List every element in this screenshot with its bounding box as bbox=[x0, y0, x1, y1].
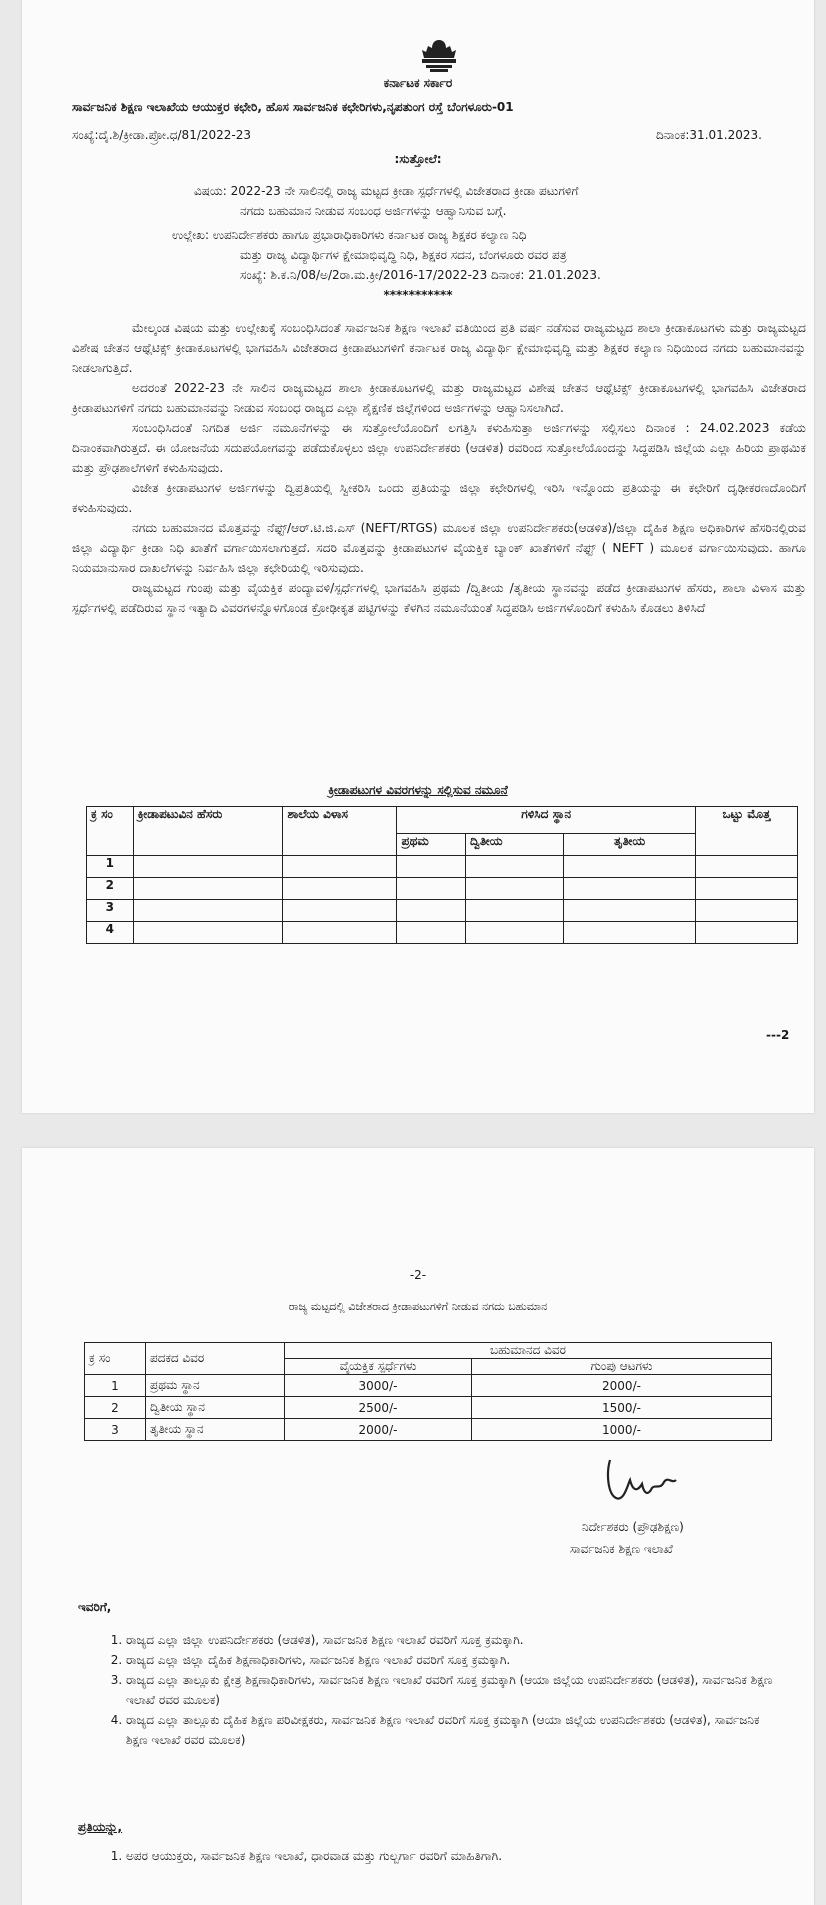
paragraph-2: ಅದರಂತೆ 2022-23 ನೇ ಸಾಲಿನ ರಾಜ್ಯಮಟ್ಟದ ಶಾಲಾ ಕ್ರೀಡಾಕೂಟಗಳಲ್ಲಿ ಮತ್ತು ರಾಜ್ಯಮಟ್ಟದ ವಿಶೇಷ ಚೇತನ ಆಥ್ಲೆಟಿಕ್ಸ್ ಕ್ರೀಡಾಕೂಟಗಳಲ್ಲಿ ಭಾಗವಹಿಸಿ ವಿಜೇತರಾದ ಕ್ರೀಡಾಪಟುಗಳಿಗೆ ನಗದು ಬಹುಮಾನವನ್ನು ನೀಡುವ ಸಂಬಂಧ ರಾಜ್ಯದ ಎಲ್ಲಾ ಶೈಕ್ಷಣಿಕ ಜಿಲ್ಲೆಗಳಿಂದ ಅರ್ಜಿಗಳನ್ನು ಆಹ್ವಾನಿಸಲಾಗಿದೆ. bbox=[72, 381, 806, 415]
paragraph-4: ವಿಜೇತ ಕ್ರೀಡಾಪಟುಗಳ ಅರ್ಜಿಗಳನ್ನು ದ್ವಿಪ್ರತಿಯಲ್ಲಿ ಸ್ವೀಕರಿಸಿ ಒಂದು ಪ್ರತಿಯನ್ನು ಜಿಲ್ಲಾ ಕಛೇರಿಗಳಲ್ಲಿ ಇರಿಸಿ ಇನ್ನೊಂದು ಪ್ರತಿಯನ್ನು ಈ ಕಛೇರಿಗೆ ದೃಢೀಕರಣದೊಂದಿಗೆ ಕಳುಹಿಸುವುದು. bbox=[72, 481, 806, 515]
row-number: 2 bbox=[87, 878, 134, 900]
blank-cell bbox=[564, 922, 696, 944]
blank-cell bbox=[397, 900, 466, 922]
signatory-title: ನಿರ್ದೇಶಕರು (ಪ್ರೌಢಶಿಕ್ಷಣ) bbox=[582, 1520, 684, 1534]
col-header-third: ತೃತೀಯ bbox=[564, 834, 696, 856]
document-page-1 bbox=[22, 0, 814, 1113]
row-medal: ತೃತೀಯ ಸ್ಥಾನ bbox=[146, 1419, 285, 1441]
blank-cell bbox=[564, 878, 696, 900]
circular-title: :ಸುತ್ತೋಲೆ: bbox=[394, 152, 442, 166]
prize-table-title: ರಾಜ್ಯ ಮಟ್ಟದಲ್ಲಿ ವಿಜೇತರಾದ ಕ್ರೀಡಾಪಟುಗಳಿಗೆ ನೀಡುವ ನಗದು ಬಹುಮಾನ bbox=[288, 1300, 548, 1313]
col-header-prize: ಬಹುಮಾನದ ವಿವರ bbox=[285, 1343, 772, 1359]
recipients-list bbox=[102, 1630, 782, 1750]
reference-line-3: ಸಂಖ್ಯೆ: ಶಿ.ಕ.ನಿ/08/ಅ/2ರಾ.ಮ.ಕ್ರೀ/2016-17/2022-23 ದಿನಾಂಕ: 21.01.2023. bbox=[240, 268, 601, 282]
col-header-school: ಶಾಲೆಯ ವಿಳಾಸ bbox=[283, 807, 397, 856]
government-name: ಕರ್ನಾಟಕ ಸರ್ಕಾರ bbox=[383, 76, 453, 90]
form-table-title: ಕ್ರೀಡಾಪಟುಗಳ ವಿವರಗಳನ್ನು ಸಲ್ಲಿಸುವ ನಮೂನೆ bbox=[328, 783, 508, 797]
blank-cell bbox=[564, 900, 696, 922]
blank-cell bbox=[397, 856, 466, 878]
row-sl: 1 bbox=[85, 1375, 146, 1397]
paragraph-1: ಮೇಲ್ಕಂಡ ವಿಷಯ ಮತ್ತು ಉಲ್ಲೇಖಕ್ಕೆ ಸಂಬಂಧಿಸಿದಂತೆ ಸಾರ್ವಜನಿಕ ಶಿಕ್ಷಣ ಇಲಾಖೆ ವತಿಯಿಂದ ಪ್ರತಿ ವರ್ಷ ನಡೆಸುವ ರಾಜ್ಯಮಟ್ಟದ ಶಾಲಾ ಕ್ರೀಡಾಕೂಟಗಳು ಮತ್ತು ರಾಜ್ಯಮಟ್ಟದ ವಿಶೇಷ ಚೇತನ ಆಥ್ಲೆಟಿಕ್ಸ್ ಕ್ರೀಡಾಕೂಟಗಳಲ್ಲಿ ಭಾಗವಹಿಸಿ ವಿಜೇತರಾದ ಕ್ರೀಡಾಪಟುಗಳಿಗೆ ಕರ್ನಾಟಕ ರಾಜ್ಯ ವಿದ್ಯಾರ್ಥಿ ಕ್ಷೇಮಾಭಿವೃದ್ಧಿ ಮತ್ತು ಶಿಕ್ಷಕರ ಕಲ್ಯಾಣ ನಿಧಿಯಿಂದ ನಗದು ಬಹುಮಾನವನ್ನು ನೀಡಲಾಗುತ್ತಿದೆ. bbox=[72, 321, 806, 375]
table-row bbox=[87, 900, 798, 922]
col-header-individual: ವೈಯಕ್ತಿಕ ಸ್ಪರ್ಧೆಗಳು bbox=[285, 1359, 472, 1375]
row-individual: 2000/- bbox=[285, 1419, 472, 1441]
next-page-marker: ---2 bbox=[766, 1028, 790, 1042]
recipients-label: ಇವರಿಗೆ, bbox=[78, 1600, 112, 1614]
reference-number: ಸಂಖ್ಯೆ:ದೈ.ಶಿ/ಕ್ರೀಡಾ.ಪ್ರೋ.ಧ/81/2022-23 bbox=[72, 128, 252, 142]
col-header-group: ಗುಂಪು ಆಟಗಳು bbox=[472, 1359, 772, 1375]
col-header-total: ಒಟ್ಟು ಮೊತ್ತ bbox=[695, 807, 797, 856]
subject-line-1: ವಿಷಯ: 2022-23 ನೇ ಸಾಲಿನಲ್ಲಿ ರಾಜ್ಯ ಮಟ್ಟದ ಕ್ರೀಡಾ ಸ್ಪರ್ಧೆಗಳಲ್ಲಿ ವಿಜೇತರಾದ ಕ್ರೀಡಾ ಪಟುಗಳಿಗೆ bbox=[194, 184, 579, 198]
issue-date: ದಿನಾಂಕ:31.01.2023. bbox=[656, 128, 762, 142]
table-row bbox=[87, 922, 798, 944]
blank-cell bbox=[133, 900, 283, 922]
col-header-first: ಪ್ರಥಮ bbox=[397, 834, 466, 856]
row-number: 3 bbox=[87, 900, 134, 922]
blank-cell bbox=[133, 878, 283, 900]
blank-cell bbox=[465, 922, 563, 944]
blank-cell bbox=[465, 856, 563, 878]
copy-item: 1. ಅಪರ ಆಯುಕ್ತರು, ಸಾರ್ವಜನಿಕ ಶಿಕ್ಷಣ ಇಲಾಖೆ, ಧಾರವಾಡ ಮತ್ತು ಗುಲ್ಬರ್ಗಾ ರವರಿಗೆ ಮಾಹಿತಿಗಾಗಿ. bbox=[126, 1846, 782, 1866]
copy-list bbox=[102, 1846, 782, 1866]
signature-mark bbox=[602, 1454, 702, 1508]
col-header-sl: ಕ್ರ ಸಂ bbox=[87, 807, 134, 856]
blank-cell bbox=[133, 856, 283, 878]
paragraph-3: ಸಂಬಂಧಿಸಿದಂತೆ ನಿಗದಿತ ಅರ್ಜಿ ನಮೂನೆಗಳನ್ನು ಈ ಸುತ್ತೋಲೆಯೊಂದಿಗೆ ಲಗತ್ತಿಸಿ ಕಳುಹಿಸುತ್ತಾ ಅರ್ಜಿಗಳನ್ನು ಸಲ್ಲಿಸಲು ದಿನಾಂಕ : 24.02.2023 ಕಡೆಯ ದಿನಾಂಕವಾಗಿರುತ್ತದೆ. ಈ ಯೋಜನೆಯ ಸದುಪಯೋಗವನ್ನು ಪಡೆದುಕೊಳ್ಳಲು ಜಿಲ್ಲಾ ಉಪನಿರ್ದೇಶಕರು (ಆಡಳಿತ) ರವರಿಂದ ಸುತ್ತೋಲೆಯೊಂದನ್ನು ಸಿದ್ಧಪಡಿಸಿ ಜಿಲ್ಲೆಯ ಎಲ್ಲಾ ಹಿರಿಯ ಪ್ರಾಥಮಿಕ ಮತ್ತು ಪ್ರೌಢಶಾಲೆಗಳಿಗೆ ಕಳುಹಿಸುವುದು. bbox=[72, 421, 806, 475]
row-sl: 3 bbox=[85, 1419, 146, 1441]
blank-cell bbox=[283, 922, 397, 944]
row-medal: ಪ್ರಥಮ ಸ್ಥಾನ bbox=[146, 1375, 285, 1397]
document-page-2 bbox=[22, 1148, 814, 1905]
blank-cell bbox=[397, 878, 466, 900]
table-row bbox=[85, 1397, 772, 1419]
col-header-position: ಗಳಿಸಿದ ಸ್ಥಾನ bbox=[397, 807, 696, 834]
blank-cell bbox=[397, 922, 466, 944]
recipient-item: 4. ರಾಜ್ಯದ ಎಲ್ಲಾ ತಾಲ್ಲೂಕು ದೈಹಿಕ ಶಿಕ್ಷಣ ಪರಿವೀಕ್ಷಕರು, ಸಾರ್ವಜನಿಕ ಶಿಕ್ಷಣ ಇಲಾಖೆ ರವರಿಗೆ ಸೂಕ್ತ ಕ್ರಮಕ್ಕಾಗಿ (ಆಯಾ ಜಿಲ್ಲೆಯ ಉಪನಿರ್ದೇಶಕರು (ಆಡಳಿತ), ಸಾರ್ವಜನಿಕ ಶಿಕ್ಷಣ ಇಲಾಖೆ ರವರ ಮೂಲಕ) bbox=[126, 1710, 782, 1750]
blank-cell bbox=[695, 900, 797, 922]
separator: *********** bbox=[383, 288, 453, 302]
recipient-item: 3. ರಾಜ್ಯದ ಎಲ್ಲಾ ತಾಲ್ಲೂಕು ಕ್ಷೇತ್ರ ಶಿಕ್ಷಣಾಧಿಕಾರಿಗಳು, ಸಾರ್ವಜನಿಕ ಶಿಕ್ಷಣ ಇಲಾಖೆ ರವರಿಗೆ ಸೂಕ್ತ ಕ್ರಮಕ್ಕಾಗಿ (ಆಯಾ ಜಿಲ್ಲೆಯ ಉಪನಿರ್ದೇಶಕರು (ಆಡಳಿತ), ಸಾರ್ವಜನಿಕ ಶಿಕ್ಷಣ ಇಲಾಖೆ ರವರ ಮೂಲಕ) bbox=[126, 1670, 782, 1710]
table-row bbox=[85, 1419, 772, 1441]
recipient-item: 2. ರಾಜ್ಯದ ಎಲ್ಲಾ ಜಿಲ್ಲಾ ದೈಹಿಕ ಶಿಕ್ಷಣಾಧಿಕಾರಿಗಳು, ಸಾರ್ವಜನಿಕ ಶಿಕ್ಷಣ ಇಲಾಖೆ ರವರಿಗೆ ಸೂಕ್ತ ಕ್ರಮಕ್ಕಾಗಿ. bbox=[126, 1650, 782, 1670]
col-header-sl: ಕ್ರ ಸಂ bbox=[85, 1343, 146, 1375]
office-address: ಸಾರ್ವಜನಿಕ ಶಿಕ್ಷಣ ಇಲಾಖೆಯ ಆಯುಕ್ತರ ಕಛೇರಿ, ಹೊಸ ಸಾರ್ವಜನಿಕ ಕಛೇರಿಗಳು,ನೃಪತುಂಗ ರಸ್ತೆ ಬೆಂಗಳೂರು-01 bbox=[72, 100, 514, 114]
paragraph-5: ನಗದು ಬಹುಮಾನದ ಮೊತ್ತವನ್ನು ನೆಫ್ಟ್/ಆರ್.ಟಿ.ಜಿ.ಎಸ್ (NEFT/RTGS) ಮೂಲಕ ಜಿಲ್ಲಾ ಉಪನಿರ್ದೇಶಕರು(ಆಡಳಿತ)/ಜಿಲ್ಲಾ ದೈಹಿಕ ಶಿಕ್ಷಣ ಅಧಿಕಾರಿಗಳ ಹೆಸರಿನಲ್ಲಿರುವ ಜಿಲ್ಲಾ ವಿದ್ಯಾರ್ಥಿ ಕ್ರೀಡಾ ನಿಧಿ ಖಾತೆಗೆ ವರ್ಗಾಯಿಸಲಾಗುತ್ತದೆ. ಸದರಿ ಮೊತ್ತವನ್ನು ಕ್ರೀಡಾಪಟುಗಳ ವೈಯಕ್ತಿಕ ಬ್ಯಾಂಕ್ ಖಾತೆಗಳಿಗೆ ನೆಫ್ಟ್ ( NEFT ) ಮೂಲಕ ವರ್ಗಾಯಿಸುವುದು. ಹಾಗೂ ನಿಯಮಾನುಸಾರ ದಾಖಲೆಗಳನ್ನು ನಿರ್ವಹಿಸಿ ಜಿಲ್ಲಾ ಕಛೇರಿಯಲ್ಲಿ ಇರಿಸುವುದು. bbox=[72, 521, 806, 575]
prize-table bbox=[84, 1342, 772, 1441]
table-row bbox=[87, 878, 798, 900]
blank-cell bbox=[695, 922, 797, 944]
table-row bbox=[87, 856, 798, 878]
table-row bbox=[85, 1375, 772, 1397]
row-group: 1500/- bbox=[472, 1397, 772, 1419]
blank-cell bbox=[133, 922, 283, 944]
reference-line-1: ಉಲ್ಲೇಖ: ಉಪನಿರ್ದೇಶಕರು ಹಾಗೂ ಪ್ರಭಾರಾಧಿಕಾರಿಗಳು ಕರ್ನಾಟಕ ರಾಜ್ಯ ಶಿಕ್ಷಕರ ಕಲ್ಯಾಣ ನಿಧಿ bbox=[172, 228, 527, 242]
paragraph-6: ರಾಜ್ಯಮಟ್ಟದ ಗುಂಪು ಮತ್ತು ವೈಯಕ್ತಿಕ ಪಂದ್ಯಾವಳಿ/ಸ್ಪರ್ಧೆಗಳಲ್ಲಿ ಭಾಗವಹಿಸಿ ಪ್ರಥಮ /ದ್ವಿತೀಯ /ತೃತೀಯ ಸ್ಥಾನವನ್ನು ಪಡೆದ ಕ್ರೀಡಾಪಟುಗಳ ಹೆಸರು, ಶಾಲಾ ವಿಳಾಸ ಮತ್ತು ಸ್ಪರ್ಧೆಗಳಲ್ಲಿ ಪಡೆದಿರುವ ಸ್ಥಾನ ಇತ್ಯಾದಿ ವಿವರಗಳನ್ನೊಳಗೊಂಡ ಕ್ರೋಢೀಕೃತ ಪಟ್ಟಿಗಳನ್ನು ಕೆಳಗಿನ ನಮೂನೆಯಂತೆ ಸಿದ್ಧಪಡಿಸಿ ಅರ್ಜಿಗಳೊಂದಿಗೆ ಕಳುಹಿಸಿ ಕೊಡಲು ತಿಳಿಸಿದೆ bbox=[72, 581, 806, 615]
col-header-name: ಕ್ರೀಡಾಪಟುವಿನ ಹೆಸರು bbox=[133, 807, 283, 856]
body-text bbox=[72, 318, 806, 618]
row-group: 1000/- bbox=[472, 1419, 772, 1441]
row-individual: 2500/- bbox=[285, 1397, 472, 1419]
blank-cell bbox=[283, 878, 397, 900]
subject-line-2: ನಗದು ಬಹುಮಾನ ನೀಡುವ ಸಂಬಂಧ ಅರ್ಜಿಗಳನ್ನು ಆಹ್ವಾನಿಸುವ ಬಗ್ಗೆ. bbox=[240, 204, 507, 218]
blank-cell bbox=[283, 900, 397, 922]
reference-line-2: ಮತ್ತು ರಾಜ್ಯ ವಿದ್ಯಾರ್ಥಿಗಳ ಕ್ಷೇಮಾಭಿವೃದ್ಧಿ ನಿಧಿ, ಶಿಕ್ಷಕರ ಸದನ, ಬೆಂಗಳೂರು ರವರ ಪತ್ರ bbox=[240, 248, 567, 262]
blank-cell bbox=[564, 856, 696, 878]
row-number: 4 bbox=[87, 922, 134, 944]
signatory-department: ಸಾರ್ವಜನಿಕ ಶಿಕ್ಷಣ ಇಲಾಖೆ bbox=[570, 1542, 673, 1556]
state-emblem-icon bbox=[412, 36, 466, 74]
blank-cell bbox=[465, 900, 563, 922]
blank-cell bbox=[283, 856, 397, 878]
athlete-form-table bbox=[86, 806, 798, 944]
copy-label: ಪ್ರತಿಯನ್ನು, bbox=[78, 1820, 123, 1834]
row-sl: 2 bbox=[85, 1397, 146, 1419]
blank-cell bbox=[465, 878, 563, 900]
blank-cell bbox=[695, 856, 797, 878]
blank-cell bbox=[695, 878, 797, 900]
page-number: -2- bbox=[409, 1268, 427, 1282]
row-group: 2000/- bbox=[472, 1375, 772, 1397]
col-header-medal: ಪದಕದ ವಿವರ bbox=[146, 1343, 285, 1375]
col-header-second: ದ್ವಿತೀಯ bbox=[465, 834, 563, 856]
row-number: 1 bbox=[87, 856, 134, 878]
recipient-item: 1. ರಾಜ್ಯದ ಎಲ್ಲಾ ಜಿಲ್ಲಾ ಉಪನಿರ್ದೇಶಕರು (ಆಡಳಿತ), ಸಾರ್ವಜನಿಕ ಶಿಕ್ಷಣ ಇಲಾಖೆ ರವರಿಗೆ ಸೂಕ್ತ ಕ್ರಮಕ್ಕಾಗಿ. bbox=[126, 1630, 782, 1650]
row-medal: ದ್ವಿತೀಯ ಸ್ಥಾನ bbox=[146, 1397, 285, 1419]
row-individual: 3000/- bbox=[285, 1375, 472, 1397]
